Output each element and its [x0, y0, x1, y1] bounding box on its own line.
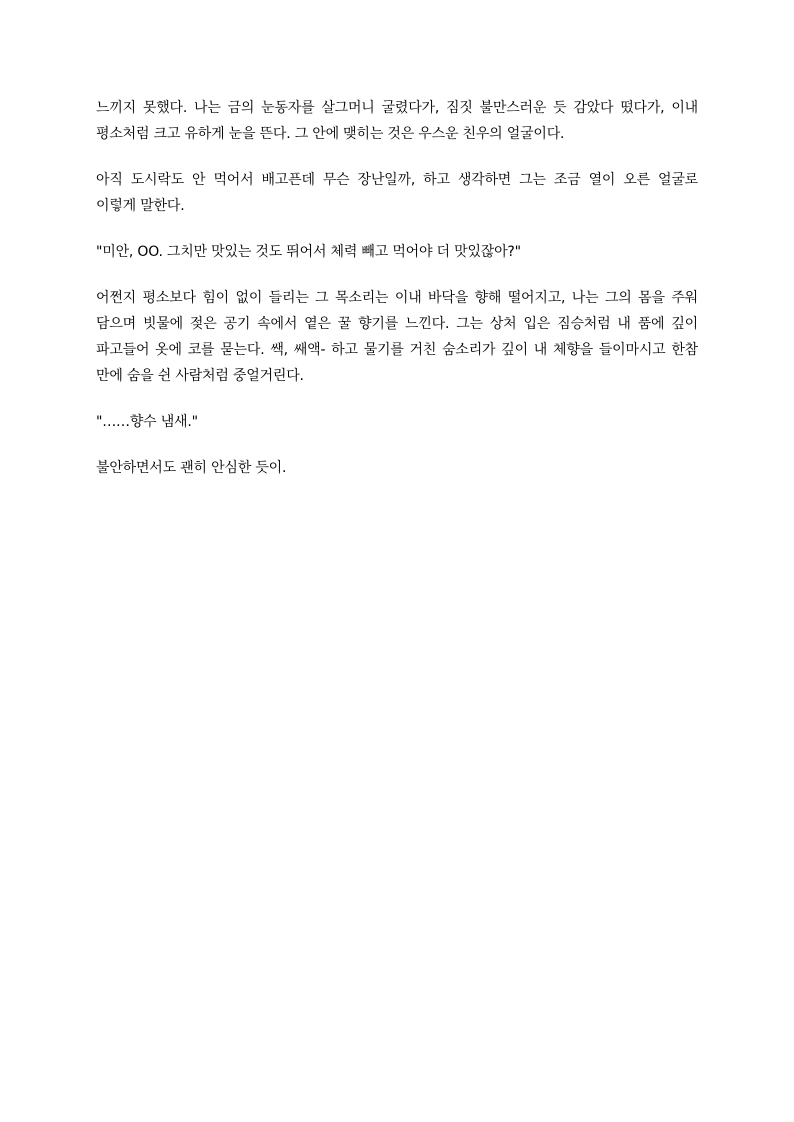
paragraph-line: 느끼지 못했다. 나는 금의 눈동자를 살그머니 굴렸다가, 짐짓 불만스러운 듯 감았다 떴다가, 이내: [96, 100, 698, 116]
paragraph-3: [96, 239, 698, 265]
paragraph-line: 평소처럼 크고 유하게 눈을 뜬다. 그 안에 맺히는 것은 우스운 친우의 얼굴이다.: [96, 126, 565, 142]
paragraph-1: [96, 95, 698, 147]
paragraph-line: "……향수 냄새.": [96, 414, 198, 430]
paragraph-line: 아직 도시락도 안 먹어서 배고픈데 무슨 장난일까, 하고 생각하면 그는 조금 열이 오른 얼굴로: [96, 172, 698, 188]
paragraph-line: 만에 숨을 쉰 사람처럼 중얼거린다.: [96, 368, 304, 384]
paragraph-2: [96, 167, 698, 219]
paragraph-line: 불안하면서도 괜히 안심한 듯이.: [96, 460, 287, 476]
paragraph-line: "미안, OO. 그치만 맛있는 것도 뛰어서 체력 빼고 먹어야 더 맛있잖아?": [96, 244, 521, 260]
paragraph-line: 담으며 빗물에 젖은 공기 속에서 옅은 꿀 향기를 느낀다. 그는 상처 입은 짐승처럼 내 품에 깊이: [96, 316, 698, 332]
paragraph-4: [96, 285, 698, 389]
paragraph-line: 파고들어 옷에 코를 묻는다. 쌕, 쌔액- 하고 물기를 거친 숨소리가 깊이 내 체향을 들이마시고 한참: [96, 342, 698, 358]
document-page: [96, 95, 698, 501]
paragraph-line: 어쩐지 평소보다 힘이 없이 들리는 그 목소리는 이내 바닥을 향해 떨어지고, 나는 그의 몸을 주워: [96, 290, 698, 306]
paragraph-line: 이렇게 말한다.: [96, 198, 185, 214]
paragraph-5: [96, 409, 698, 435]
paragraph-6: [96, 455, 698, 481]
